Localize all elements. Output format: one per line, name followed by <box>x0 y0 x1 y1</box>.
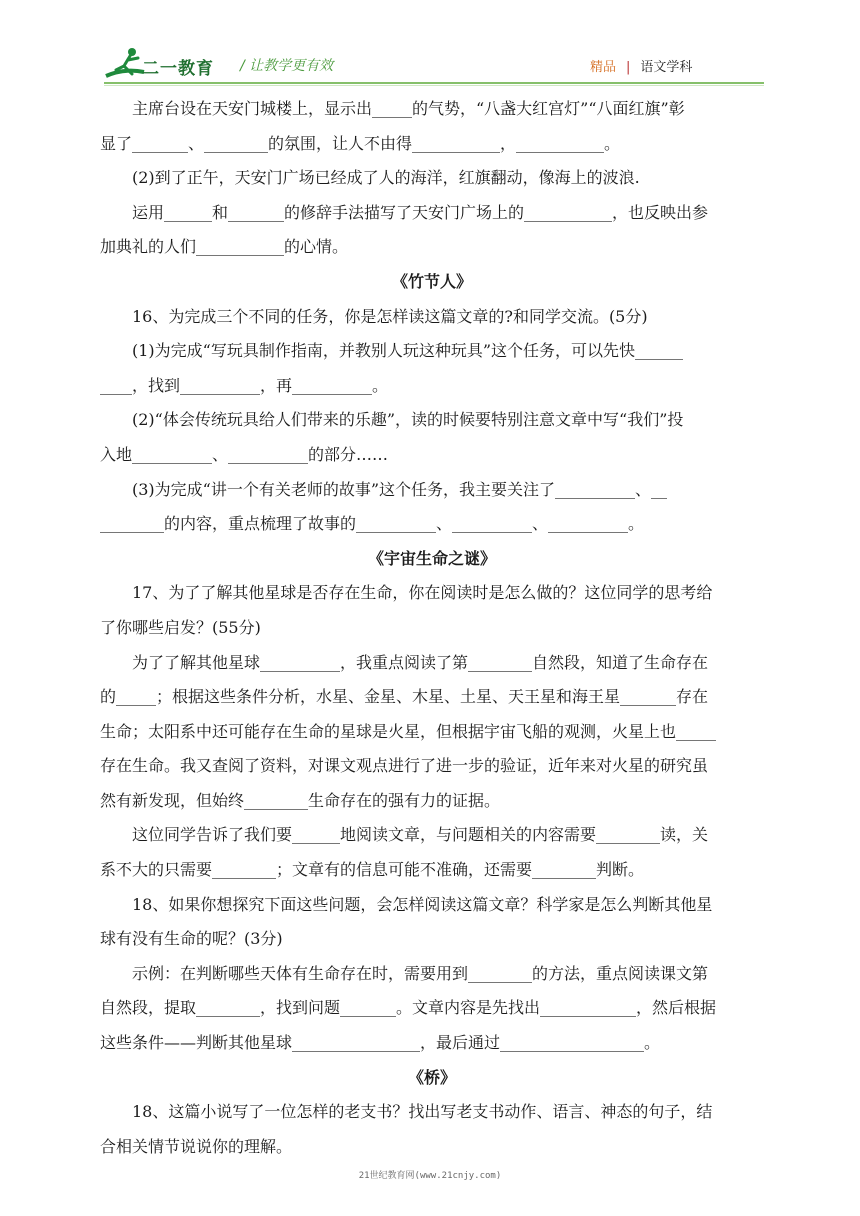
header-divider <box>104 82 764 84</box>
text-line: ____，找到__________，再__________。 <box>100 375 389 395</box>
document-body <box>100 92 764 1164</box>
text-line: 了你哪些启发？(55分) <box>100 617 261 637</box>
section-title: 《桥》 <box>407 1067 456 1087</box>
text-line: 的_____；根据这些条件分析，水星、金星、木星、土星、天王星和海王星_______存在 <box>100 687 709 707</box>
text-line: 18、这篇小说写了一位怎样的老支书？找出写老支书动作、语言、神态的句子，结 <box>132 1102 713 1122</box>
text-line: ________的内容，重点梳理了故事的__________、__________、__________。 <box>100 514 645 534</box>
brand-name: 二一教育 <box>142 59 214 79</box>
text-line: 合相关情节说说你的理解。 <box>100 1136 293 1156</box>
text-line: 自然段，提取________，找到问题_______。文章内容是先找出____________，然后根据 <box>100 998 717 1018</box>
text-line: 然有新发现，但始终________生命存在的强有力的证据。 <box>100 790 501 810</box>
text-line: (2)到了正午，天安门广场已经成了人的海洋，红旗翻动，像海上的波浪. <box>132 168 640 188</box>
header-tag <box>590 56 692 75</box>
text-line: 17、为了了解其他星球是否存在生命，你在阅读时是怎么做的？这位同学的思考给 <box>132 583 713 603</box>
text-line: 16、为完成三个不同的任务，你是怎样读这篇文章的?和同学交流。(5分) <box>132 306 648 326</box>
text-line: 存在生命。我又查阅了资料，对课文观点进行了进一步的验证，近年来对火星的研究虽 <box>100 756 709 776</box>
text-line: (1)为完成“写玩具制作指南，并教别人玩这种玩具”这个任务，可以先快______ <box>132 341 684 361</box>
text-line: 18、如果你想探究下面这些问题，会怎样阅读这篇文章？科学家是怎么判断其他星 <box>132 894 713 914</box>
page-footer: 21世纪教育网(www.21cnjy.com) <box>358 1171 502 1181</box>
subject-tag: 语文学科 <box>640 60 693 75</box>
text-line: 主席台设在天安门城楼上，显示出_____的气势，“八盏大红宫灯”“八面红旗”彰 <box>132 99 685 118</box>
text-line: (3)为完成“讲一个有关老师的故事”这个任务，我主要关注了__________、__ <box>132 479 668 499</box>
text-line: 这位同学告诉了我们要______地阅读文章，与问题相关的内容需要________读，关 <box>132 825 709 845</box>
text-line: 为了了解其他星球__________，我重点阅读了第________自然段，知道了生命存在 <box>132 652 709 672</box>
text-line: 加典礼的人们___________的心情。 <box>100 237 349 257</box>
text-line: 入地__________、__________的部分…… <box>100 444 389 464</box>
text-line: 显了_______、________的氛围，让人不由得___________，___________。 <box>100 133 621 153</box>
text-line: (2)“体会传统玩具给人们带来的乐趣”，读的时候要特别注意文章中写“我们”投 <box>132 410 684 430</box>
page-header <box>0 0 860 90</box>
tag-separator: | <box>626 60 631 75</box>
section-title: 《宇宙生命之谜》 <box>367 548 496 568</box>
text-line: 运用______和_______的修辞手法描写了天安门广场上的___________，也反映出参 <box>132 202 709 222</box>
text-line: 系不大的只需要________；文章有的信息可能不准确，还需要________判断。 <box>100 860 645 880</box>
text-line: 示例：在判断哪些天体有生命存在时，需要用到________的方法，重点阅读课文第 <box>132 963 709 983</box>
section-title: 《竹节人》 <box>391 271 472 291</box>
text-line: 球有没有生命的呢？(3分) <box>100 929 283 949</box>
text-line: 生命；太阳系中还可能存在生命的星球是火星，但根据宇宙飞船的观测，火星上也_____ <box>100 721 717 741</box>
brand-slogan: / 让教学更有效 <box>240 58 334 74</box>
quality-tag: 精品 <box>590 60 617 75</box>
header-divider-shadow <box>104 85 764 86</box>
text-line: 这些条件——判断其他星球________________，最后通过__________________。 <box>100 1033 661 1053</box>
